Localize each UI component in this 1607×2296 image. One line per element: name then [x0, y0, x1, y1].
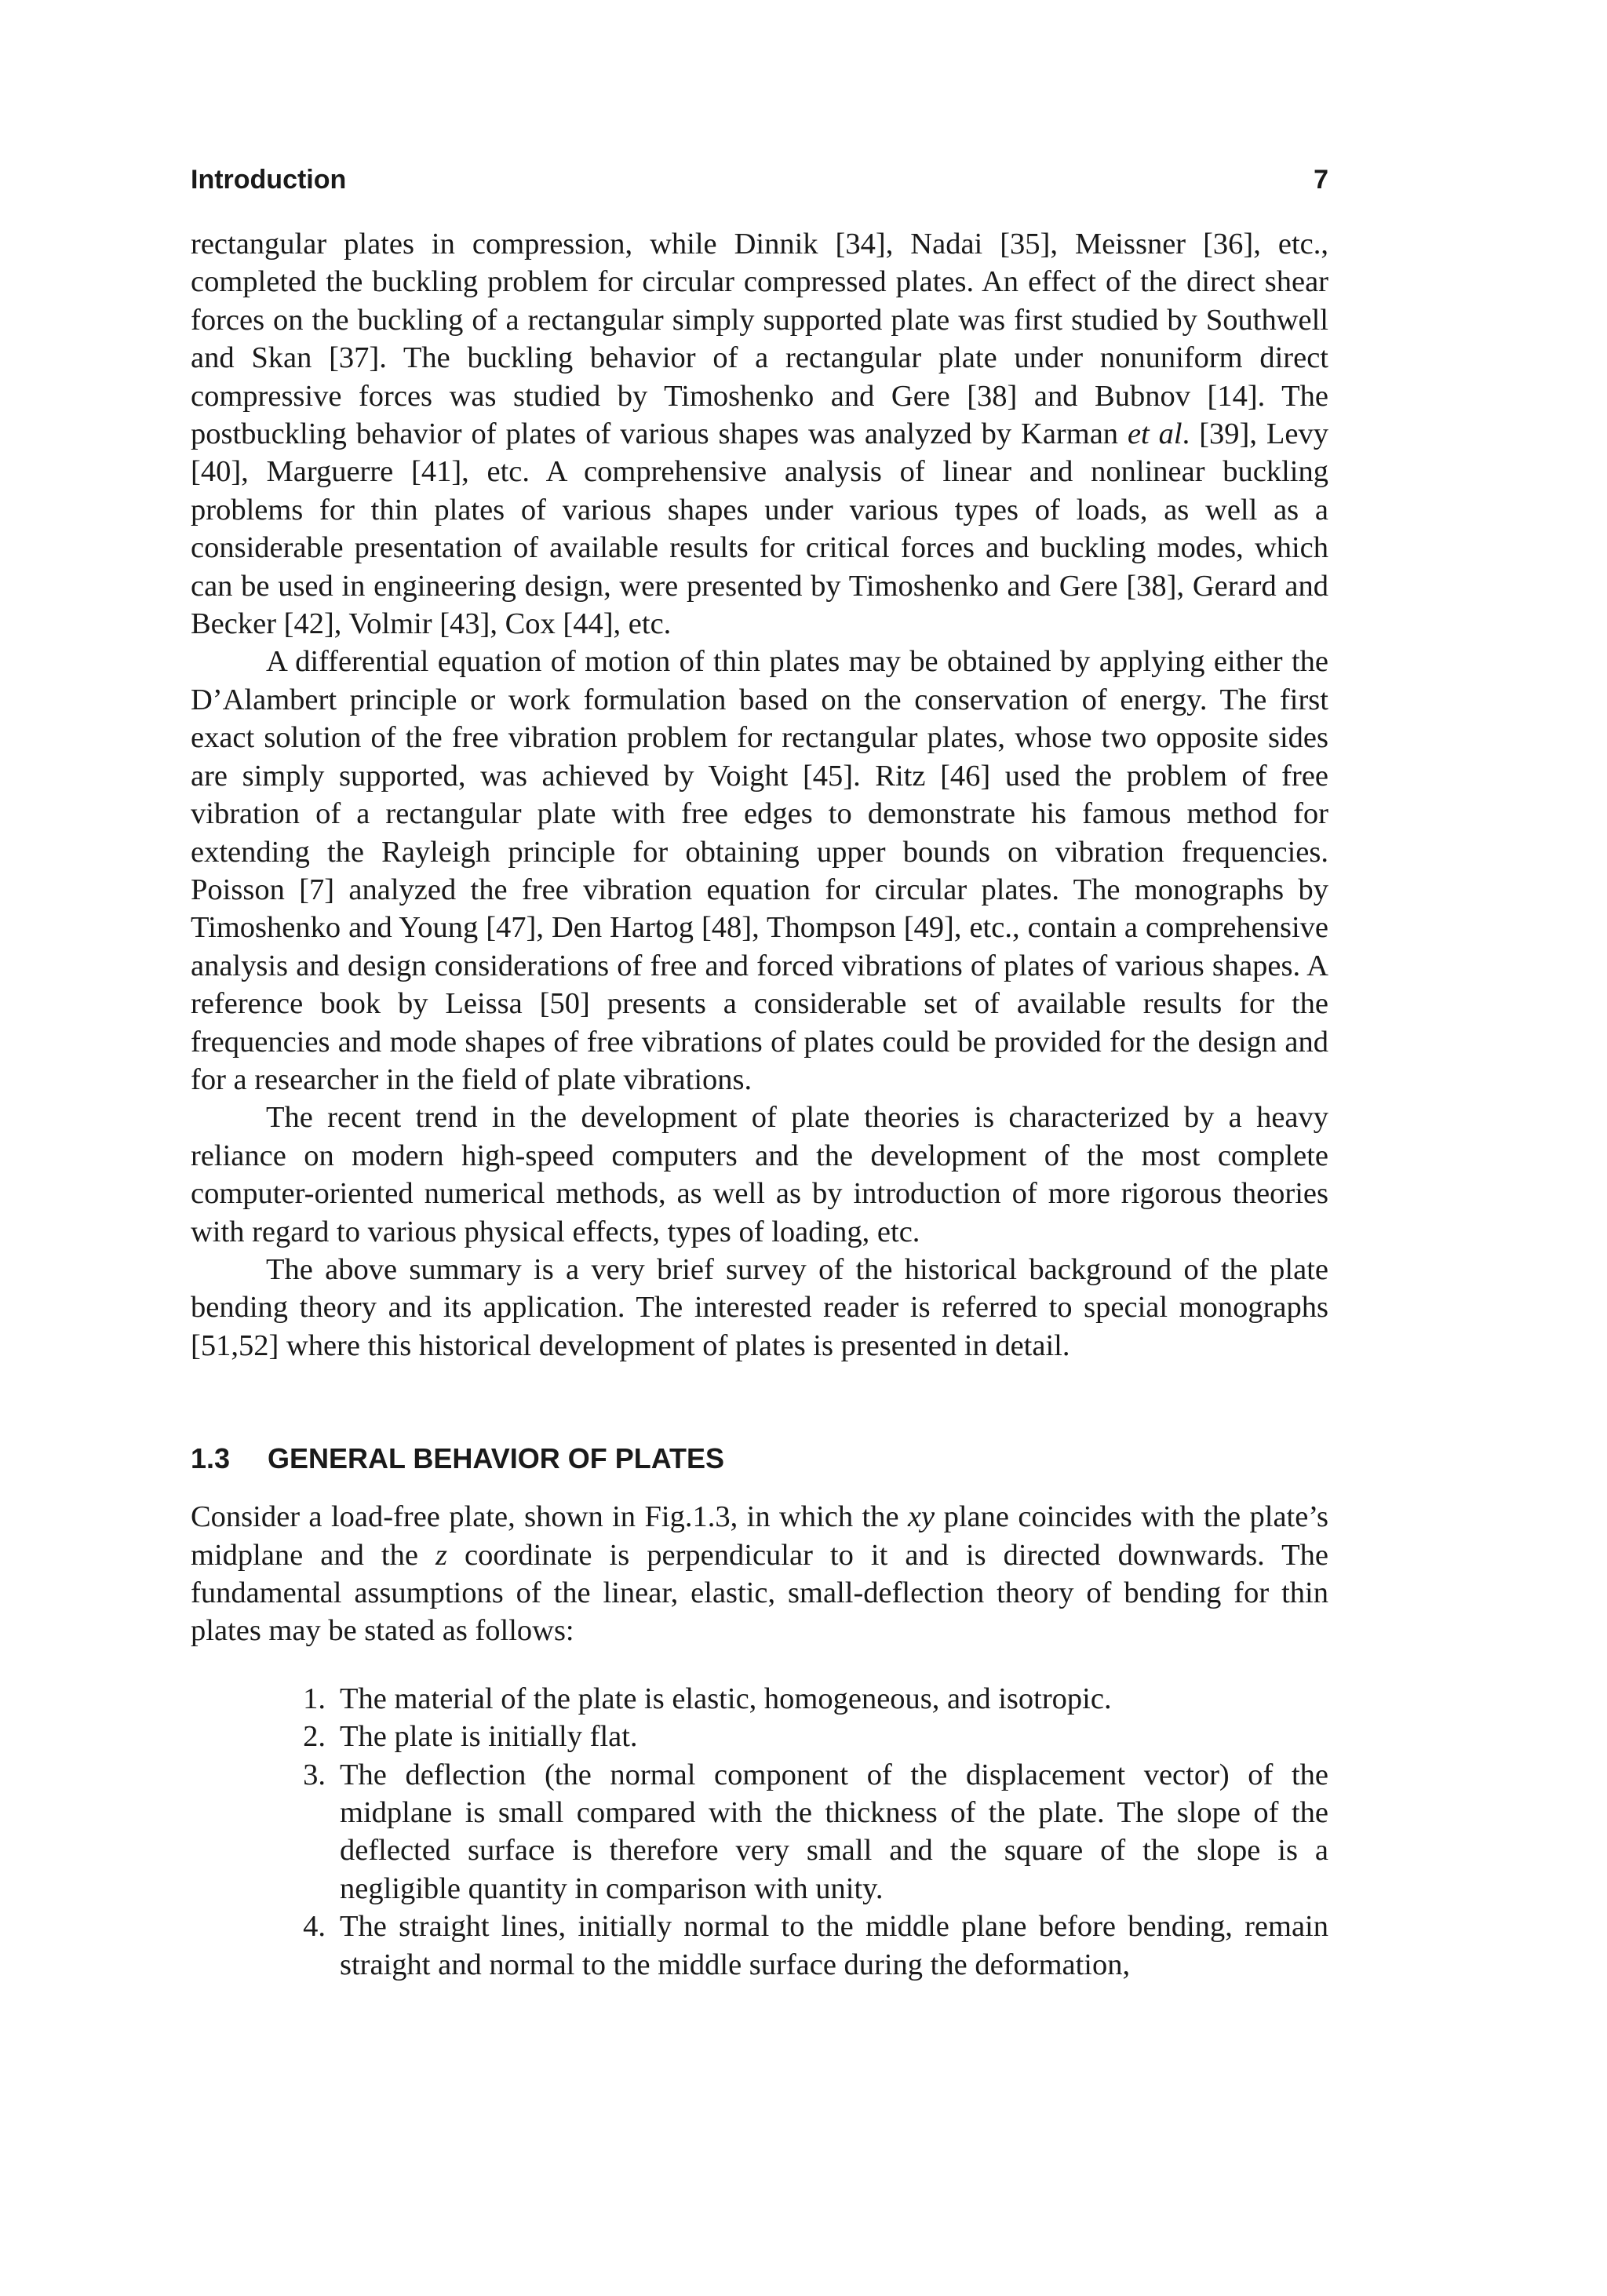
- list-item-text: The straight lines, initially normal to the middle plane before bending, remain straight and normal to the middle surface during the deformation,: [340, 1910, 1328, 1981]
- list-item: [191, 1718, 1328, 1755]
- body-text: [191, 225, 1328, 1984]
- paragraph: The recent trend in the development of plate theories is characterized by a heavy reliance on modern high-speed computers and the development of the most complete computer-oriented numerical methods, as well as by introduction of more rigorous theories with regard to various physical effects, types of loading, etc.: [191, 1101, 1328, 1248]
- list-item: [191, 1680, 1328, 1718]
- list-marker: 1.: [303, 1682, 326, 1715]
- section-intro-paragraph: Consider a load-free plate, shown in Fig.1.3, in which the xy plane coincides with the plate’s midplane and the z coordinate is perpendicular to it and is directed downwards. The fundamental assumptions of the linear, elastic, small-deflection theory of bending for thin plates may be stated as follows:: [191, 1500, 1328, 1648]
- list-item-text: The deflection (the normal component of the displacement vector) of the midplane is small compared with the thickness of the plate. The slope of the deflected surface is therefore very small and the square of the slope is a negligible quantity in comparison with unity.: [340, 1758, 1328, 1905]
- paragraph: The above summary is a very brief survey of the historical background of the plate bending theory and its application. The interested reader is referred to special monographs [51,52] where this historical development of plates is presented in detail.: [191, 1252, 1328, 1362]
- section-title: GENERAL BEHAVIOR OF PLATES: [268, 1442, 725, 1475]
- page-number: 7: [1314, 165, 1328, 195]
- list-item: [191, 1908, 1328, 1984]
- paragraph: rectangular plates in compression, while Dinnik [34], Nadai [35], Meissner [36], etc., completed the buckling problem for circular compressed plates. An effect of the direct shear forces on the buckling of a rectangular simply supported plate was first studied by Southwell and Skan [37]. The buckling behavior of a rectangular plate under nonuniform direct compressive forces was studied by Timoshenko and Gere [38] and Bubnov [14]. The postbuckling behavior of plates of various shapes was analyzed by Karman et al. [39], Levy [40], Marguerre [41], etc. A comprehensive analysis of linear and nonlinear buckling problems for thin plates of various shapes under various types of loads, as well as a considerable presentation of available results for critical forces and buckling modes, which can be used in engineering design, were presented by Timoshenko and Gere [38], Gerard and Becker [42], Volmir [43], Cox [44], etc.: [191, 228, 1329, 641]
- list-marker: 3.: [303, 1758, 326, 1791]
- book-page: [191, 161, 1328, 1984]
- list-item-text: The plate is initially flat.: [340, 1720, 638, 1754]
- paragraph: A differential equation of motion of thin plates may be obtained by applying either the D’Alambert principle or work formulation based on the conservation of energy. The first exact solution of the free vibration problem for rectangular plates, whose two opposite sides are simply supported, was achieved by Voight [45]. Ritz [46] used the problem of free vibration of a rectangular plate with free edges to demonstrate his famous method for extending the Rayleigh principle for obtaining upper bounds on vibration frequencies. Poisson [7] analyzed the free vibration equation for circular plates. The monographs by Timoshenko and Young [47], Den Hartog [48], Thompson [49], etc., contain a comprehensive analysis and design considerations of free and forced vibrations of plates of various shapes. A reference book by Leissa [50] presents a considerable set of available results for the frequencies and mode shapes of free vibrations of plates could be provided for the design and for a researcher in the field of plate vibrations.: [191, 645, 1328, 1096]
- section-heading: [191, 1440, 1328, 1478]
- list-item-text: The material of the plate is elastic, homogeneous, and isotropic.: [340, 1682, 1112, 1715]
- list-item: [191, 1756, 1328, 1908]
- assumptions-list: [191, 1680, 1328, 1984]
- list-marker: 2.: [303, 1720, 326, 1754]
- running-head: [191, 161, 1328, 199]
- running-head-title: Introduction: [191, 165, 347, 195]
- section-number: 1.3: [191, 1442, 231, 1475]
- list-marker: 4.: [303, 1910, 326, 1944]
